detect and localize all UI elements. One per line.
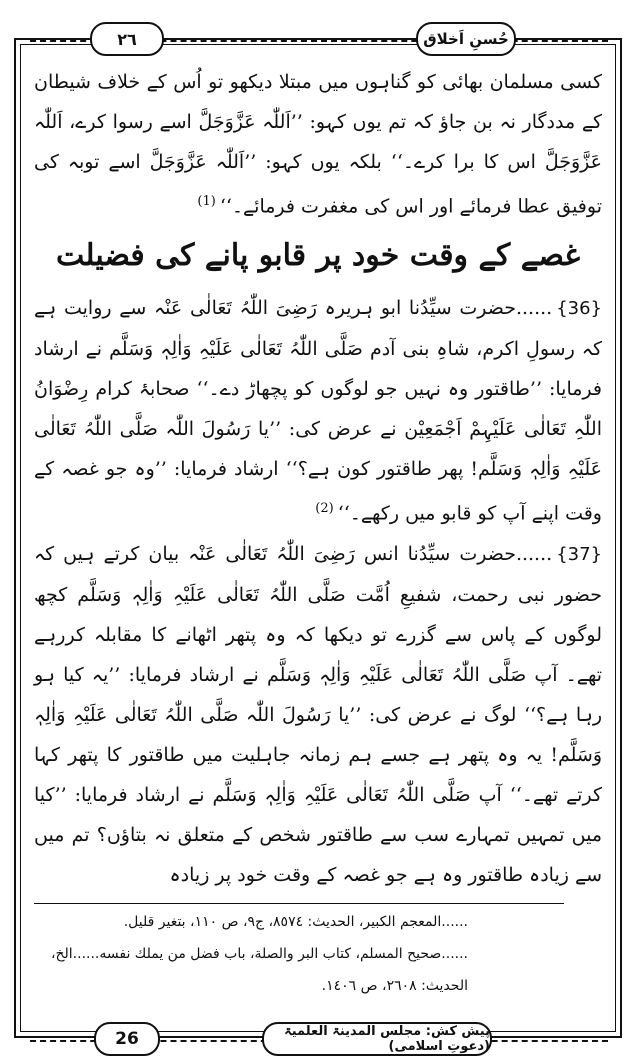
hadith-36-text: ......حضرت سیِّدُنا ابو ہریرہ رَضِیَ اللّٰہُ تَعَالٰی عَنْہ سے روایت ہے کہ رسولِ اکرم، شاہِ بنی آدم صَلَّی اللّٰہُ تَعَالٰی عَلَیْہِ وَاٰلِہٖ وَسَلَّم نے ارشاد فرمایا: ’’طاقتور وہ نہیں جو لوگوں کو پچھاڑ دے۔‘‘ صحابۂ کرام رِضْوَانُ اللّٰہِ تَعَالٰی عَلَیْہِمْ اَجْمَعِیْن نے عرض کی: ’’یا رَسُولَ اللّٰہ صَلَّی اللّٰہُ تَعَالٰی عَلَیْہِ وَاٰلِہٖ وَسَلَّم! پھر طاقتور کون ہے؟‘‘ ارشاد فرمایا: ’’وہ جو غصہ کے وقت اپنے آپ کو قابو میں رکھے۔‘‘: [34, 297, 602, 525]
footnote-2: ......صحيح المسلم، كتاب البر والصلة، باب فضل من يملك نفسه......الخ،: [50, 946, 468, 962]
hadith-37-paragraph: [34, 534, 602, 895]
footnote-ref-2: (2): [315, 501, 334, 517]
page-number-bottom: 26: [94, 1022, 160, 1056]
intro-paragraph: [34, 62, 602, 226]
footnote-1: ......المعجم الكبير، الحديث: ٨٥٧٤، ج٩، ص ١١٠، بتغير قليل.: [123, 914, 468, 930]
hadith-36-number: {36}: [556, 298, 602, 320]
page-body: [34, 62, 602, 895]
hadith-37-number: {37}: [556, 543, 602, 565]
footnote-2-continued: الحديث: ٢٦٠٨، ص ١٤٠٦.: [321, 978, 468, 994]
footnote-ref-1: (1): [197, 194, 216, 209]
intro-text: کسی مسلمان بھائی کو گناہوں میں مبتلا دیکھو تو اُس کے خلاف شیطان کے مددگار نہ بن جاؤ کہ تم یوں کہو: ’’اَللّٰہ عَزَّوَجَلَّ اسے رسوا کرے، اَللّٰہ عَزَّوَجَلَّ اس کا برا کرے۔‘‘ بلکہ یوں کہو: ’’اَللّٰہ عَزَّوَجَلَّ اسے توبہ کی توفیق عطا فرمائے اور اس کی مغفرت فرمائے۔‘‘: [34, 71, 602, 218]
hadith-36-paragraph: [34, 288, 602, 533]
footnote-divider: [34, 903, 564, 904]
hadith-37-text: ......حضرت سیِّدُنا انس رَضِیَ اللّٰہُ تَعَالٰی عَنْہ بیان کرتے ہیں کہ حضور نبی رحمت، شفیعِ اُمَّت صَلَّی اللّٰہُ تَعَالٰی عَلَیْہِ وَاٰلِہٖ وَسَلَّم کچھ لوگوں کے پاس سے گزرے تو دیکھا کہ وہ پتھر اٹھانے کا مقابلہ کررہے تھے۔ آپ صَلَّی اللّٰہُ تَعَالٰی عَلَیْہِ وَاٰلِہٖ وَسَلَّم نے ارشاد فرمایا: ’’یہ کیا ہو رہا ہے؟‘‘ لوگ نے عرض کی: ’’یا رَسُولَ اللّٰہ صَلَّی اللّٰہُ تَعَالٰی عَلَیْہِ وَاٰلِہٖ وَسَلَّم! یہ وہ پتھر ہے جسے ہم زمانہ جاہلیت میں طاقتور کا پتھر کہا کرتے تھے۔‘‘ آپ صَلَّی اللّٰہُ تَعَالٰی عَلَیْہِ وَاٰلِہٖ وَسَلَّم نے ارشاد فرمایا: ’’کیا میں تمہیں تمہارے سب سے طاقتور شخص کے متعلق نہ بتاؤں؟ تم میں سے زیادہ طاقتور وہ ہے جو غصہ کے وقت خود پر زیادہ: [34, 542, 602, 886]
page-number-top: ٢٦: [90, 22, 164, 56]
footnotes: [34, 906, 600, 1002]
footer-publisher: پیش کش: مجلس المدینۃ العلمیۃ (دعوتِ اسلامی): [262, 1022, 492, 1056]
section-heading: غصے کے وقت خود پر قابو پانے کی فضیلت: [55, 238, 581, 274]
running-header-title: حُسنِ اَخلاق: [416, 22, 516, 56]
